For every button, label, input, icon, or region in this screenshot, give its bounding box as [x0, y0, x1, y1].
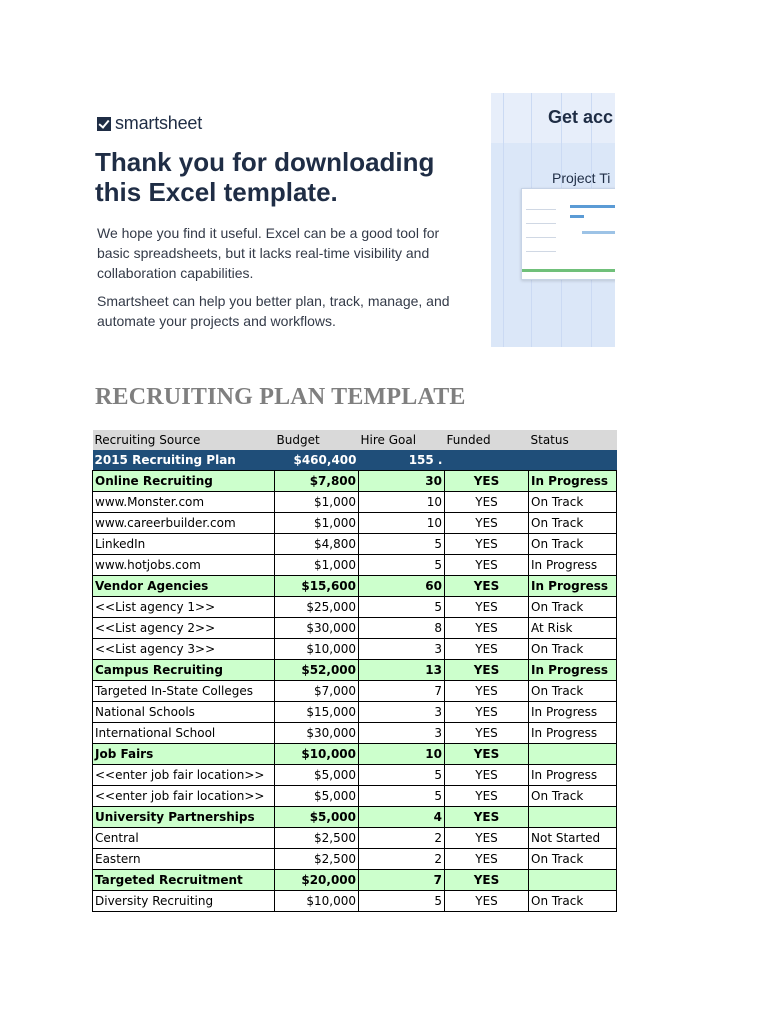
cell-hire-goal[interactable]: 5: [359, 555, 445, 576]
cell-source[interactable]: <<List agency 2>>: [93, 618, 275, 639]
cell-hire-goal[interactable]: 10: [359, 492, 445, 513]
cell-source[interactable]: LinkedIn: [93, 534, 275, 555]
summary-status[interactable]: [529, 450, 617, 471]
summary-source[interactable]: 2015 Recruiting Plan: [93, 450, 275, 471]
gantt-bar: [582, 231, 615, 234]
cell-budget[interactable]: $15,600: [275, 576, 359, 597]
cell-hire-goal[interactable]: 2: [359, 828, 445, 849]
cell-status[interactable]: In Progress: [529, 765, 617, 786]
cell-funded[interactable]: YES: [445, 723, 529, 744]
gantt-bar: [570, 215, 584, 218]
cell-status[interactable]: On Track: [529, 534, 617, 555]
cell-source[interactable]: University Partnerships: [93, 807, 275, 828]
cell-budget[interactable]: $5,000: [275, 807, 359, 828]
cell-funded[interactable]: YES: [445, 702, 529, 723]
cell-funded[interactable]: YES: [445, 471, 529, 492]
promo-paragraph: We hope you find it useful. Excel can be a good tool for basic spreadsheets, but it lacks real-time visibility and collaboration capabilities.: [97, 225, 440, 281]
cell-source[interactable]: Job Fairs: [93, 744, 275, 765]
cell-status[interactable]: In Progress: [529, 660, 617, 681]
gantt-bar: [570, 205, 615, 208]
table-row: [93, 786, 617, 807]
table-row: [93, 639, 617, 660]
preview-row-line: [526, 209, 556, 210]
cell-hire-goal[interactable]: 5: [359, 891, 445, 912]
cell-funded[interactable]: YES: [445, 618, 529, 639]
cell-source[interactable]: Targeted Recruitment: [93, 870, 275, 891]
table-row: [93, 891, 617, 912]
cell-source[interactable]: www.hotjobs.com: [93, 555, 275, 576]
cell-status[interactable]: In Progress: [529, 471, 617, 492]
cell-budget[interactable]: $1,000: [275, 492, 359, 513]
column-header-source: Recruiting Source: [93, 430, 275, 450]
cell-budget[interactable]: $30,000: [275, 723, 359, 744]
cell-hire-goal[interactable]: 3: [359, 702, 445, 723]
cell-funded[interactable]: YES: [445, 555, 529, 576]
cell-source[interactable]: Campus Recruiting: [93, 660, 275, 681]
summary-funded[interactable]: [445, 450, 529, 471]
cell-status[interactable]: At Risk: [529, 618, 617, 639]
cell-source[interactable]: <<List agency 1>>: [93, 597, 275, 618]
promo-ad-banner[interactable]: [491, 93, 615, 347]
category-row: [93, 660, 617, 681]
cell-status[interactable]: In Progress: [529, 702, 617, 723]
preview-row-line: [526, 251, 556, 252]
cell-funded[interactable]: YES: [445, 492, 529, 513]
summary-budget[interactable]: $460,400: [275, 450, 359, 471]
cell-status[interactable]: On Track: [529, 891, 617, 912]
cell-hire-goal[interactable]: 7: [359, 870, 445, 891]
cell-hire-goal[interactable]: 5: [359, 597, 445, 618]
cell-source[interactable]: Online Recruiting: [93, 471, 275, 492]
cell-budget[interactable]: $10,000: [275, 744, 359, 765]
cell-hire-goal[interactable]: 30: [359, 471, 445, 492]
cell-budget[interactable]: $7,000: [275, 681, 359, 702]
cell-hire-goal[interactable]: 4: [359, 807, 445, 828]
cell-status[interactable]: Not Started: [529, 828, 617, 849]
cell-funded[interactable]: YES: [445, 576, 529, 597]
summary-row: [93, 450, 617, 471]
summary-hire-goal[interactable]: 155 .: [359, 450, 445, 471]
project-timeline-preview: [521, 188, 615, 280]
ad-title: Get acc: [548, 107, 614, 127]
promo-title: Thank you for downloading this Excel template.: [95, 147, 435, 207]
cell-funded[interactable]: YES: [445, 828, 529, 849]
cell-status[interactable]: [529, 870, 617, 891]
cell-funded[interactable]: YES: [445, 597, 529, 618]
cell-source[interactable]: www.Monster.com: [93, 492, 275, 513]
cell-funded[interactable]: YES: [445, 786, 529, 807]
cell-funded[interactable]: YES: [445, 681, 529, 702]
cell-status[interactable]: [529, 807, 617, 828]
gantt-bar: [522, 269, 615, 272]
cell-source[interactable]: Targeted In-State Colleges: [93, 681, 275, 702]
category-row: [93, 744, 617, 765]
column-header-funded: Funded: [445, 430, 529, 450]
cell-status[interactable]: [529, 744, 617, 765]
cell-status[interactable]: On Track: [529, 639, 617, 660]
table-row: [93, 828, 617, 849]
cell-status[interactable]: On Track: [529, 597, 617, 618]
preview-row-line: [526, 237, 556, 238]
cell-budget[interactable]: $10,000: [275, 639, 359, 660]
cell-hire-goal[interactable]: 3: [359, 723, 445, 744]
table-row: [93, 492, 617, 513]
smartsheet-logo[interactable]: [97, 113, 202, 134]
cell-source[interactable]: <<enter job fair location>>: [93, 765, 275, 786]
category-row: [93, 870, 617, 891]
table-row: [93, 513, 617, 534]
table-row: [93, 618, 617, 639]
logo-text: smartsheet: [115, 113, 203, 133]
cell-funded[interactable]: YES: [445, 870, 529, 891]
cell-budget[interactable]: $5,000: [275, 786, 359, 807]
cell-budget[interactable]: $15,000: [275, 702, 359, 723]
cell-hire-goal[interactable]: 10: [359, 744, 445, 765]
cell-funded[interactable]: YES: [445, 660, 529, 681]
preview-row-line: [526, 223, 556, 224]
category-row: [93, 576, 617, 597]
cell-budget[interactable]: $20,000: [275, 870, 359, 891]
cell-hire-goal[interactable]: 5: [359, 765, 445, 786]
category-row: [93, 807, 617, 828]
table-row: [93, 765, 617, 786]
cell-funded[interactable]: YES: [445, 765, 529, 786]
column-header-budget: Budget: [275, 430, 359, 450]
cell-hire-goal[interactable]: 10: [359, 513, 445, 534]
cell-status[interactable]: In Progress: [529, 555, 617, 576]
table-row: [93, 849, 617, 870]
cell-status[interactable]: On Track: [529, 849, 617, 870]
cell-status[interactable]: In Progress: [529, 723, 617, 744]
cell-budget[interactable]: $1,000: [275, 555, 359, 576]
cell-source[interactable]: Eastern: [93, 849, 275, 870]
table-header-row: [93, 430, 617, 450]
cell-hire-goal[interactable]: 5: [359, 786, 445, 807]
cell-hire-goal[interactable]: 3: [359, 639, 445, 660]
cell-source[interactable]: <<enter job fair location>>: [93, 786, 275, 807]
cell-source[interactable]: www.careerbuilder.com: [93, 513, 275, 534]
smartsheet-check-logo-icon: [97, 117, 111, 131]
promo-paragraph-2: Smartsheet can help you better plan, track, manage, and automate your projects and workflows.: [97, 293, 450, 329]
cell-hire-goal[interactable]: 5: [359, 534, 445, 555]
cell-status[interactable]: On Track: [529, 681, 617, 702]
table-row: [93, 555, 617, 576]
cell-budget[interactable]: $7,800: [275, 471, 359, 492]
cell-funded[interactable]: YES: [445, 513, 529, 534]
cell-source[interactable]: Vendor Agencies: [93, 576, 275, 597]
cell-funded[interactable]: YES: [445, 849, 529, 870]
cell-source[interactable]: National Schools: [93, 702, 275, 723]
cell-budget[interactable]: $30,000: [275, 618, 359, 639]
column-header-status: Status: [529, 430, 617, 450]
page-title: RECRUITING PLAN TEMPLATE: [95, 384, 466, 410]
cell-source[interactable]: <<List agency 3>>: [93, 639, 275, 660]
cell-funded[interactable]: YES: [445, 807, 529, 828]
cell-budget[interactable]: $2,500: [275, 849, 359, 870]
cell-budget[interactable]: $10,000: [275, 891, 359, 912]
ad-grid-line: [503, 93, 504, 347]
cell-status[interactable]: On Track: [529, 786, 617, 807]
cell-budget[interactable]: $25,000: [275, 597, 359, 618]
cell-source[interactable]: Diversity Recruiting: [93, 891, 275, 912]
cell-status[interactable]: In Progress: [529, 576, 617, 597]
recruiting-plan-table: [92, 430, 617, 912]
cell-status[interactable]: On Track: [529, 513, 617, 534]
cell-budget[interactable]: $2,500: [275, 828, 359, 849]
cell-budget[interactable]: $4,800: [275, 534, 359, 555]
table-row: [93, 681, 617, 702]
cell-funded[interactable]: YES: [445, 744, 529, 765]
cell-source[interactable]: Central: [93, 828, 275, 849]
column-header-hire-goal: Hire Goal: [359, 430, 445, 450]
cell-hire-goal[interactable]: 7: [359, 681, 445, 702]
cell-funded[interactable]: YES: [445, 534, 529, 555]
cell-budget[interactable]: $5,000: [275, 765, 359, 786]
cell-funded[interactable]: YES: [445, 639, 529, 660]
cell-funded[interactable]: YES: [445, 891, 529, 912]
cell-hire-goal[interactable]: 13: [359, 660, 445, 681]
cell-source[interactable]: International School: [93, 723, 275, 744]
ad-subtitle: Project Ti: [552, 170, 611, 186]
cell-budget[interactable]: $52,000: [275, 660, 359, 681]
cell-status[interactable]: On Track: [529, 492, 617, 513]
table-row: [93, 534, 617, 555]
cell-hire-goal[interactable]: 8: [359, 618, 445, 639]
cell-hire-goal[interactable]: 60: [359, 576, 445, 597]
category-row: [93, 471, 617, 492]
table-row: [93, 702, 617, 723]
cell-hire-goal[interactable]: 2: [359, 849, 445, 870]
table-row: [93, 723, 617, 744]
table-row: [93, 597, 617, 618]
cell-budget[interactable]: $1,000: [275, 513, 359, 534]
